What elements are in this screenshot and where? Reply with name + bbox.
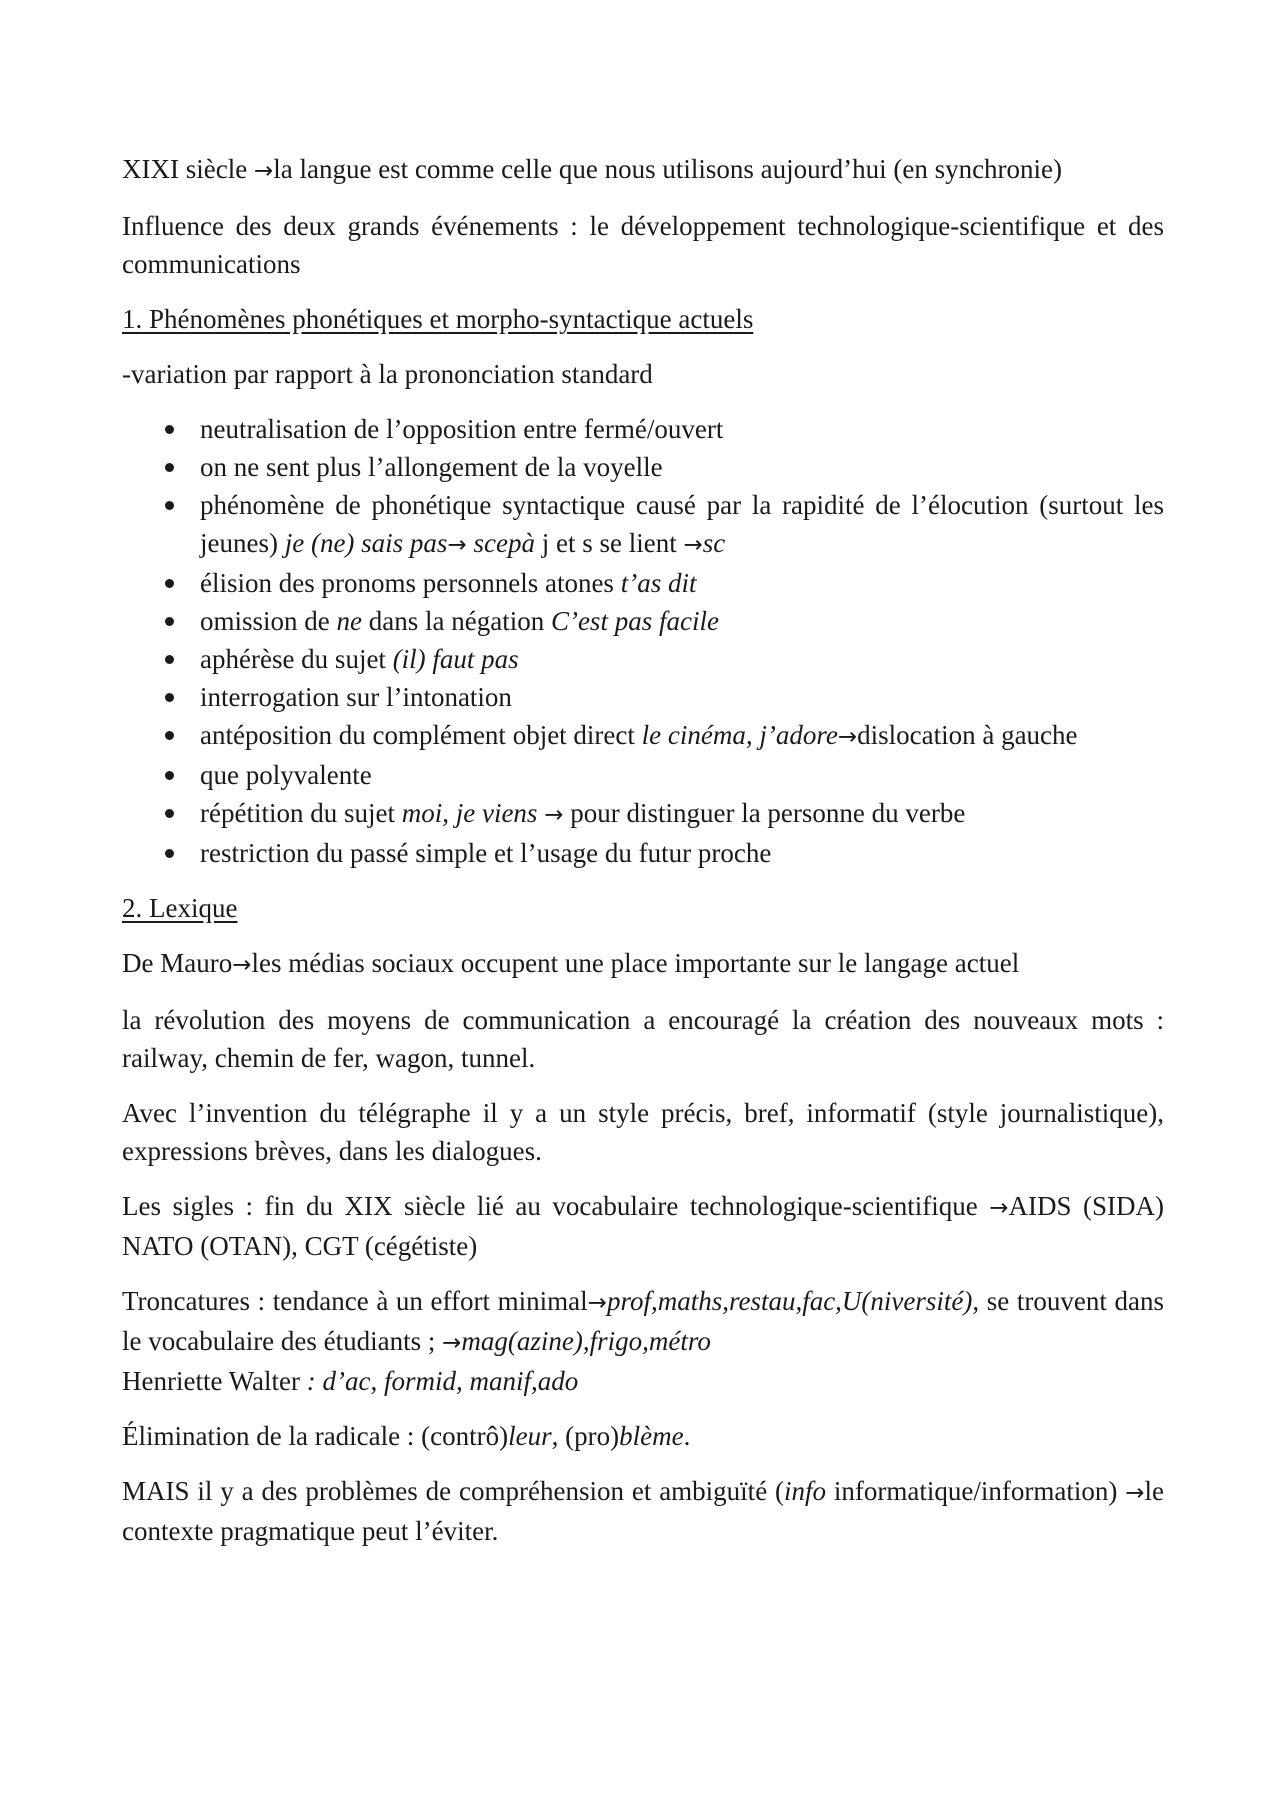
paragraph-mais: MAIS il y a des problèmes de compréhension et ambiguïté (info informatique/information) →le contexte pragmatique peut l’éviter. [122,1476,1165,1546]
paragraph-variation: -variation par rapport à la prononciation standard [122,359,653,389]
text: la langue est comme celle que nous utilisons aujourd’hui (en synchronie) [273,154,1063,184]
list-item: on ne sent plus l’allongement de la voyelle [122,448,1164,486]
paragraph-troncatures: Troncatures : tendance à un effort minimal→prof,maths,restau,fac,U(niversité), se trouvent dans le vocabulaire des étudiants ; →mag(azine),frigo,métro [122,1286,1164,1356]
paragraph-revolution: la révolution des moyens de communication a encouragé la création des nouveaux mots : railway, chemin de fer, wagon, tunnel. [122,1005,1164,1073]
arrow-icon: → [683,532,703,558]
list-item: aphérèse du sujet (il) faut pas [122,640,1164,678]
arrow-icon: → [544,802,564,828]
section-heading-lexique: 2. Lexique [122,893,238,923]
list-item: antéposition du complément objet direct le cinéma, j’adore→dislocation à gauche [122,716,1164,756]
arrow-icon: → [837,724,858,750]
phenomena-list [122,410,1164,872]
list-item: neutralisation de l’opposition entre fermé/ouvert [122,410,1164,448]
arrow-icon: → [989,1195,1009,1221]
arrow-icon: → [447,532,467,558]
paragraph-influence: Influence des deux grands événements : le développement technologique-scientifique et des communications [122,211,1164,279]
arrow-icon: → [1125,1480,1145,1506]
paragraph-telegraphe: Avec l’invention du télégraphe il y a un style précis, bref, informatif (style journalistique), expressions brèves, dans les dialogues. [122,1098,1164,1166]
list-item: élision des pronoms personnels atones t’as dit [122,564,1164,602]
arrow-icon: → [587,1290,607,1316]
paragraph-sigles: Les sigles : fin du XIX siècle lié au vocabulaire technologique-scientifique →AIDS (SIDA) NATO (OTAN), CGT (cégétiste) [122,1191,1165,1261]
paragraph-de-mauro: De Mauro→les médias sociaux occupent une place importante sur le langage actuel [122,948,1020,978]
list-item: phénomène de phonétique syntactique causé par la rapidité de l’élocution (surtout les jeunes) je (ne) sais pas→ scepà j et s se lient →sc [122,486,1164,564]
paragraph-intro-century [122,150,1164,190]
paragraph-henriette-walter: Henriette Walter : d’ac, formid, manif,ado [122,1366,579,1396]
section-heading-phonetics: 1. Phénomènes phonétiques et morpho-syntactique actuels [122,304,754,334]
list-item: restriction du passé simple et l’usage du futur proche [122,834,1164,872]
text: XIXI siècle [122,154,254,184]
list-item: que polyvalente [122,756,1164,794]
paragraph-elimination: Élimination de la radicale : (contrô)leur, (pro)blème. [122,1421,691,1451]
list-item: interrogation sur l’intonation [122,678,1164,716]
arrow-icon: → [253,158,274,184]
arrow-icon: → [232,952,252,978]
list-item: omission de ne dans la négation C’est pas facile [122,602,1164,640]
list-item: répétition du sujet moi, je viens → pour distinguer la personne du verbe [122,794,1164,834]
arrow-icon: → [442,1330,462,1356]
